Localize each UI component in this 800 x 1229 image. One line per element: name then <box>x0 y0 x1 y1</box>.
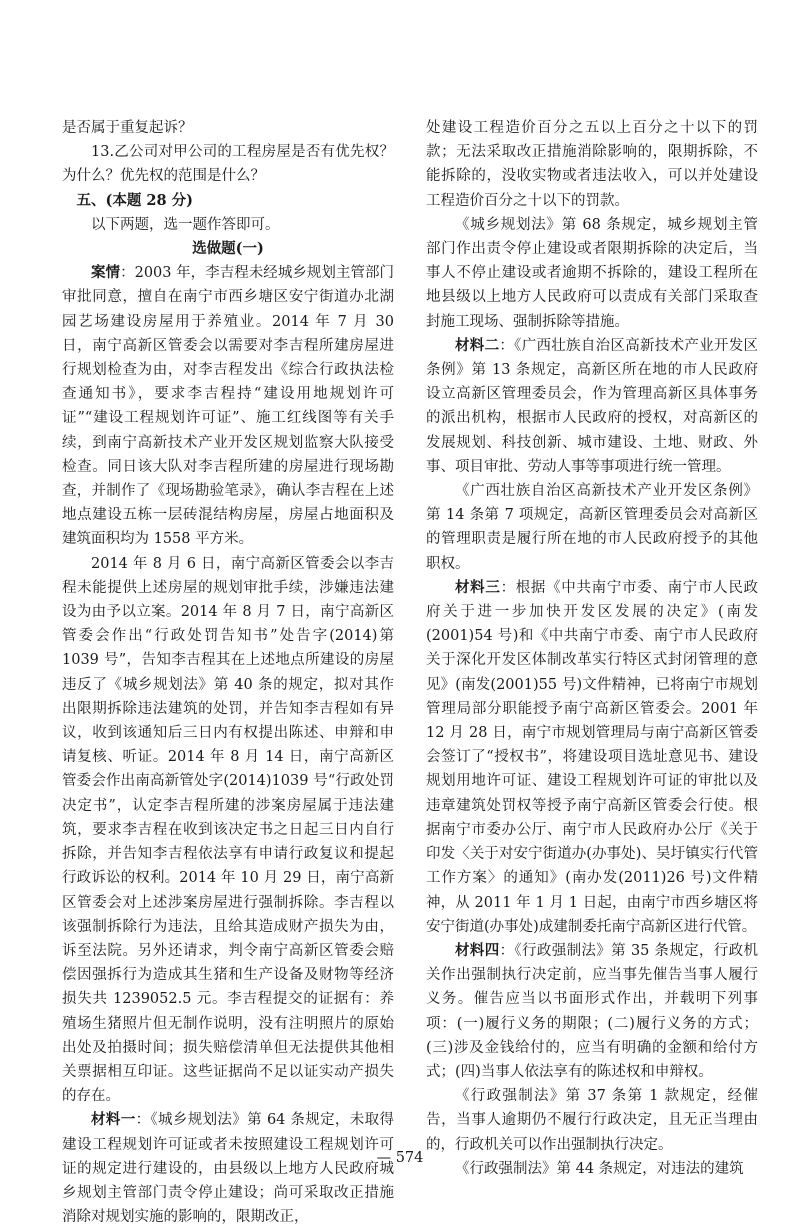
material-1-text: ：《城乡规划法》第 64 条规定，未取得建设工程规划许可证或者未按照建设工程规划许可证的规定进行建设的，由县级以上地方人民政府城乡规划主管部门责令停止建设；尚可采取改正措施消除对规划实施的影响的，限期改正， <box>62 1112 394 1226</box>
regulation-paragraph-14: 《广西壮族自治区高新技术产业开发区条例》第 14 条第 7 项规定，高新区管理委员会对高新区的管理职责是履行所在地的市人民政府授予的其他职权。 <box>426 483 758 572</box>
law-paragraph-37: 《行政强制法》第 37 条第 1 款规定，经催告，当事人逾期仍不履行行政决定，且无正当理由的，行政机关可以作出强制执行决定。 <box>426 1088 758 1153</box>
paragraph-continuation: 是否属于重复起诉？ <box>62 120 193 136</box>
law-paragraph-68: 《城乡规划法》第 68 条规定，城乡规划主管部门作出责令停止建设或者限期拆除的决定后，当事人不停止建设或者逾期不拆除的，建设工程所在地县级以上地方人民政府可以责成有关部门采取查封施工现场、强制拆除等措施。 <box>426 216 758 330</box>
material-4-label: 材料四 <box>455 941 500 959</box>
law-paragraph-44: 《行政强制法》第 44 条规定，对违法的建筑 <box>455 1160 744 1177</box>
subtitle: 选做题(一) <box>192 240 264 258</box>
material-1-paragraph <box>62 1108 394 1229</box>
material-1-label: 材料一 <box>91 1111 136 1129</box>
left-column <box>62 116 394 1229</box>
material-3-label: 材料三 <box>455 578 501 596</box>
material-4-paragraph <box>426 939 758 1084</box>
right-column <box>426 116 758 1181</box>
material-3-text: ：根据《中共南宁市委、南宁市人民政府关于进一步加快开发区发展的决定》(南发(2001)54 号)和《中共南宁市委、南宁市人民政府关于深化开发区体制改革实行特区式封闭管理的意见》(南发(2001)55 号)文件精神，已将南宁市规划管理局部分职能授予南宁高新区管委会。2001 年 12 月 28 日，南宁市规划管理局与南宁高新区管委会签订了“授权书”，将建设项目选址意见书、建设规划用地许可证、建设工程规划许可证的审批以及违章建筑处罚权等授予南宁高新区管委会行使。根据南宁市委办公厅、南宁市人民政府办公厅《关于印发〈关于对安宁街道办(办事处)、吴圩镇实行代管工作方案〉的通知》(南办发(2011)26 号)文件精神，从 2011 年 1 月 1 日起，由南宁市西乡塘区将安宁街道(办事处)成建制委托南宁高新区进行代管。 <box>426 579 759 935</box>
material-2-text: ：《广西壮族自治区高新技术产业开发区条例》第 13 条规定，高新区所在地的市人民政府设立高新区管理委员会，作为管理高新区具体事务的派出机构，根据市人民政府的授权，对高新区的发展规划、科技创新、城市建设、土地、财政、外事、项目审批、劳动人事等事项进行统一管理。 <box>426 337 759 475</box>
question-13: 13.乙公司对甲公司的工程房屋是否有优先权？为什么？优先权的范围是什么？ <box>62 144 394 185</box>
material-2-label: 材料二 <box>455 336 500 354</box>
case-label: 案情 <box>91 264 121 282</box>
paragraph-continuation-right: 处建设工程造价百分之五以上百分之十以下的罚款；无法采取改正措施消除影响的，限期拆除，不能拆除的，没收实物或者违法收入，可以并处建设工程造价百分之十以下的罚款。 <box>426 120 758 209</box>
material-3-paragraph <box>426 576 758 939</box>
page-number: — 574 <box>376 1150 424 1166</box>
section-instruction: 以下两题，选一题作答即可。 <box>91 216 280 233</box>
case-paragraph-1 <box>62 261 394 551</box>
case-paragraph-2: 2014 年 8 月 6 日，南宁高新区管委会以李吉程未能提供上述房屋的规划审批手续，涉嫌违法建设为由予以立案。2014 年 8 月 7 日，南宁高新区管委会作出“行政处罚告知书”处告字(2014)第 1039 号”，告知李吉程其在上述地点所建设的房屋违反了《城乡规划法》第 40 条的规定，拟对其作出限期拆除违法建筑的处罚，并告知李吉程如有异议，收到该通知后三日内有权提出陈述、申辩和申请复核、听证。2014 年 8 月 14 日，南宁高新区管委会作出南高新管处字(2014)1039 号“行政处罚决定书”，认定李吉程所建的涉案房屋属于违法建筑，要求李吉程在收到该决定书之日起三日内自行拆除，并告知李吉程依法享有申请行政复议和提起行政诉讼的权利。2014 年 10 月 29 日，南宁高新区管委会对上述涉案房屋进行强制拆除。李吉程以该强制拆除行为违法，且给其造成财产损失为由，诉至法院。另外还请求，判令南宁高新区管委会赔偿因强拆行为造成其生猪和生产设备及财物等经济损失共 1239052.5 元。李吉程提交的证据有：养殖场生猪照片但无制作说明，没有注明照片的原始出处及拍摄时间；损失赔偿清单但无法提供其他相关票据相互印证。这些证据尚不足以证实动产损失的存在。 <box>62 555 394 1105</box>
case-text-1: ：2003 年，李吉程未经城乡规划主管部门审批同意，擅自在南宁市西乡塘区安宁街道办北湖园艺场建设房屋用于养殖业。2014 年 7 月 30 日，南宁高新区管委会以需要对李吉程所建房屋进行规划检查为由，对李吉程发出《综合行政执法检查通知书》，要求李吉程持“建设用地规划许可证”“建设工程规划许可证”、施工红线图等有关手续，到南宁高新技术产业开发区规划监察大队接受检查。同日该大队对李吉程所建的房屋进行现场勘查，并制作了《现场勘验笔录》，确认李吉程在上述地点建设五栋一层砖混结构房屋，房屋占地面积及建筑面积均为 1558 平方米。 <box>62 265 395 548</box>
section-heading: 五、(本题 28 分) <box>76 191 193 209</box>
material-4-text: ：《行政强制法》第 35 条规定，行政机关作出强制执行决定前，应当事先催告当事人履行义务。催告应当以书面形式作出，并载明下列事项：(一)履行义务的期限；(二)履行义务的方式；(三)涉及金钱给付的，应当有明确的金额和给付方式；(四)当事人依法享有的陈述权和申辩权。 <box>426 942 758 1080</box>
material-2-paragraph <box>426 334 758 479</box>
